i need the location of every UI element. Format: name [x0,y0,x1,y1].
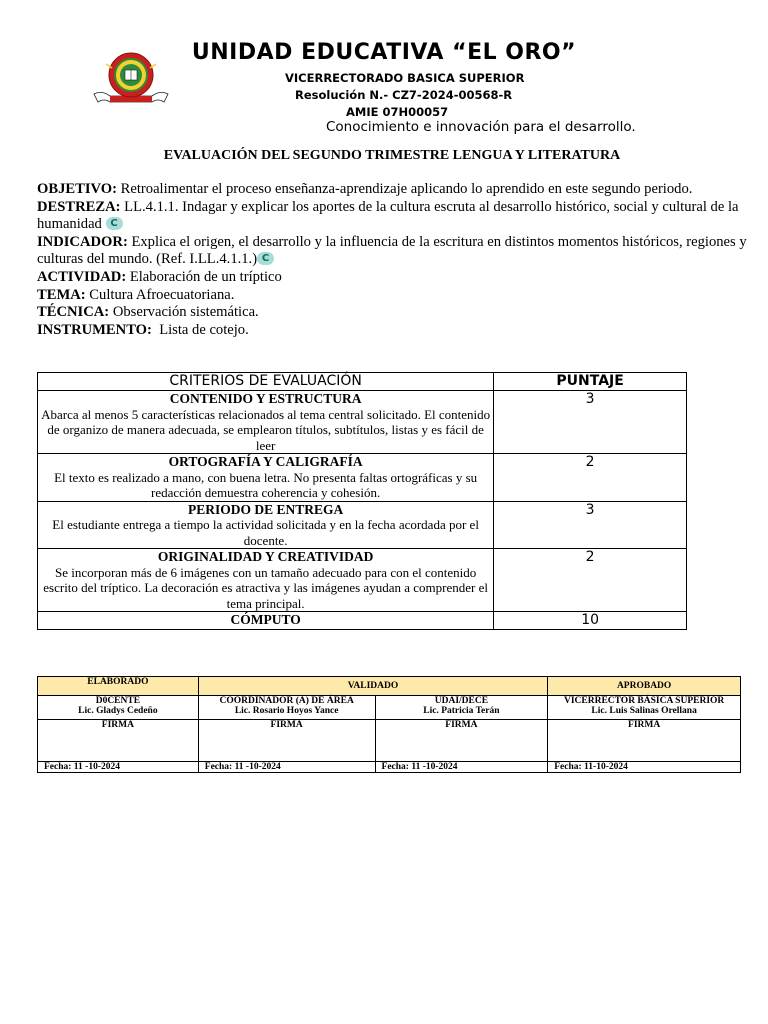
criteria-column-header: CRITERIOS DE EVALUACIÓN [38,373,494,391]
instrumento-text: Lista de cotejo. [151,321,249,338]
objetivo-line [37,181,757,199]
date-cell: Fecha: 11 -10-2024 [38,762,199,773]
criteria-description: Se incorporan más de 6 imágenes con un tamaño adecuado para con el contenido escrito del tríptico. La decoración es atractiva y las imágenes ayudan a comprender el tema principal. [43,564,488,611]
tema-line [37,287,757,305]
criteria-title: ORTOGRAFÍA Y CALIGRAFÍA [168,454,363,469]
comment-badge-icon[interactable]: C [106,217,123,230]
criteria-cell [38,391,494,454]
total-label: CÓMPUTO [38,612,494,630]
destreza-label: DESTREZA: [37,198,121,215]
role-title: D0CENTE [95,696,141,706]
date-cell: Fecha: 11 -10-2024 [375,762,548,773]
destreza-text: LL.4.1.1. Indagar y explicar los aportes de la cultura escruta al desarrollo histórico, social y cultural de la humanidad [37,198,739,233]
role-title: COORDINADOR (A) DE ÁREA [219,696,354,706]
role-title: UDAI/DECE [434,696,489,706]
criteria-title: ORIGINALIDAD Y CREATIVIDAD [157,549,374,564]
signature-cell[interactable]: FIRMA [375,720,548,762]
criteria-score: 2 [494,549,687,612]
role-person: Lic. Patricia Terán [423,706,500,716]
indicador-label: INDICADOR: [37,233,128,250]
criteria-description: Abarca al menos 5 características relacionados al tema central solicitado. El contenido de organizo de manera adecuada, se emplearon títulos, subtítulos, listas y es fácil de leer [41,406,491,453]
tecnica-line [37,304,757,322]
criteria-title: PERIODO DE ENTREGA [187,501,344,517]
signature-cell[interactable]: FIRMA [198,720,375,762]
criteria-cell [38,454,494,502]
destreza-line [37,199,757,234]
signature-cell[interactable]: FIRMA [38,720,199,762]
approvals-table [37,676,741,773]
role-cell [38,696,199,720]
date-cell: Fecha: 11 -10-2024 [198,762,375,773]
total-score: 10 [494,612,687,630]
objetivo-text: Retroalimentar el proceso enseñanza-aprendizaje aplicando lo aprendido en este segundo periodo. [117,181,693,197]
score-column-header: PUNTAJE [494,373,687,391]
tema-label: TEMA: [37,286,86,303]
indicador-line [37,234,757,269]
criteria-title: CONTENIDO Y ESTRUCTURA [169,391,362,406]
criteria-score: 3 [494,391,687,454]
tema-text: Cultura Afroecuatoriana. [85,286,235,303]
signature-cell[interactable]: FIRMA [548,720,741,762]
criteria-table [37,372,687,630]
school-motto: Conocimiento e innovación para el desarrollo. [326,119,636,135]
criteria-row [38,549,687,612]
roles-row [38,696,741,720]
vicerrectorado-line: VICERRECTORADO BASICA SUPERIOR [285,71,525,85]
evaluation-title: EVALUACIÓN DEL SEGUNDO TRIMESTRE LENGUA Y LITERATURA [163,148,621,163]
role-person: Lic. Luis Salinas Orellana [591,706,697,716]
role-person: Lic. Rosario Hoyos Yance [234,706,339,716]
role-cell [198,696,375,720]
role-cell [548,696,741,720]
school-name: UNIDAD EDUCATIVA “EL ORO” [191,40,577,65]
criteria-header-row [38,373,687,391]
date-row [38,762,741,773]
criteria-row [38,501,687,549]
date-cell: Fecha: 11-10-2024 [548,762,741,773]
tecnica-text: Observación sistemática. [109,304,259,321]
criteria-description: El estudiante entrega a tiempo la actividad solicitada y en la fecha acordada por el docente. [52,517,479,548]
criteria-description: El texto es realizado a mano, con buena letra. No presenta faltas ortográficas y su redacción demuestra coherencia y cohesión. [54,469,478,500]
criteria-cell [38,549,494,612]
actividad-label: ACTIVIDAD: [37,268,127,285]
objetivo-label: OBJETIVO: [37,181,117,197]
instrumento-line [37,322,757,340]
criteria-score: 2 [494,454,687,502]
instrumento-label: INSTRUMENTO: [37,321,152,338]
validado-header: VALIDADO [198,677,547,696]
criteria-row [38,391,687,454]
approvals-header-row [38,677,741,696]
aprobado-header: APROBADO [548,677,741,696]
comment-badge-icon[interactable]: C [257,252,274,265]
elaborado-header: ELABORADO [38,677,199,696]
resolucion-line: Resolución N.- CZ7-2024-00568-R [295,88,513,102]
actividad-text: Elaboración de un tríptico [126,268,282,285]
signature-row [38,720,741,762]
criteria-row [38,454,687,502]
actividad-line [37,269,757,287]
evaluation-info [37,181,757,339]
role-cell [375,696,548,720]
criteria-cell [38,501,494,549]
criteria-score: 3 [494,501,687,549]
role-person: Lic. Gladys Cedeño [78,706,158,716]
tecnica-label: TÉCNICA: [37,304,110,321]
indicador-text: Explica el origen, el desarrollo y la influencia de la escritura en distintos momentos históricos, regiones y culturas del mundo. (Ref. I.LL.4.1.1.) [37,233,747,268]
role-title: VICERRECTOR BÁSICA SUPERIOR [563,696,725,706]
amie-line: AMIE 07H00057 [346,105,449,119]
total-row [38,612,687,630]
